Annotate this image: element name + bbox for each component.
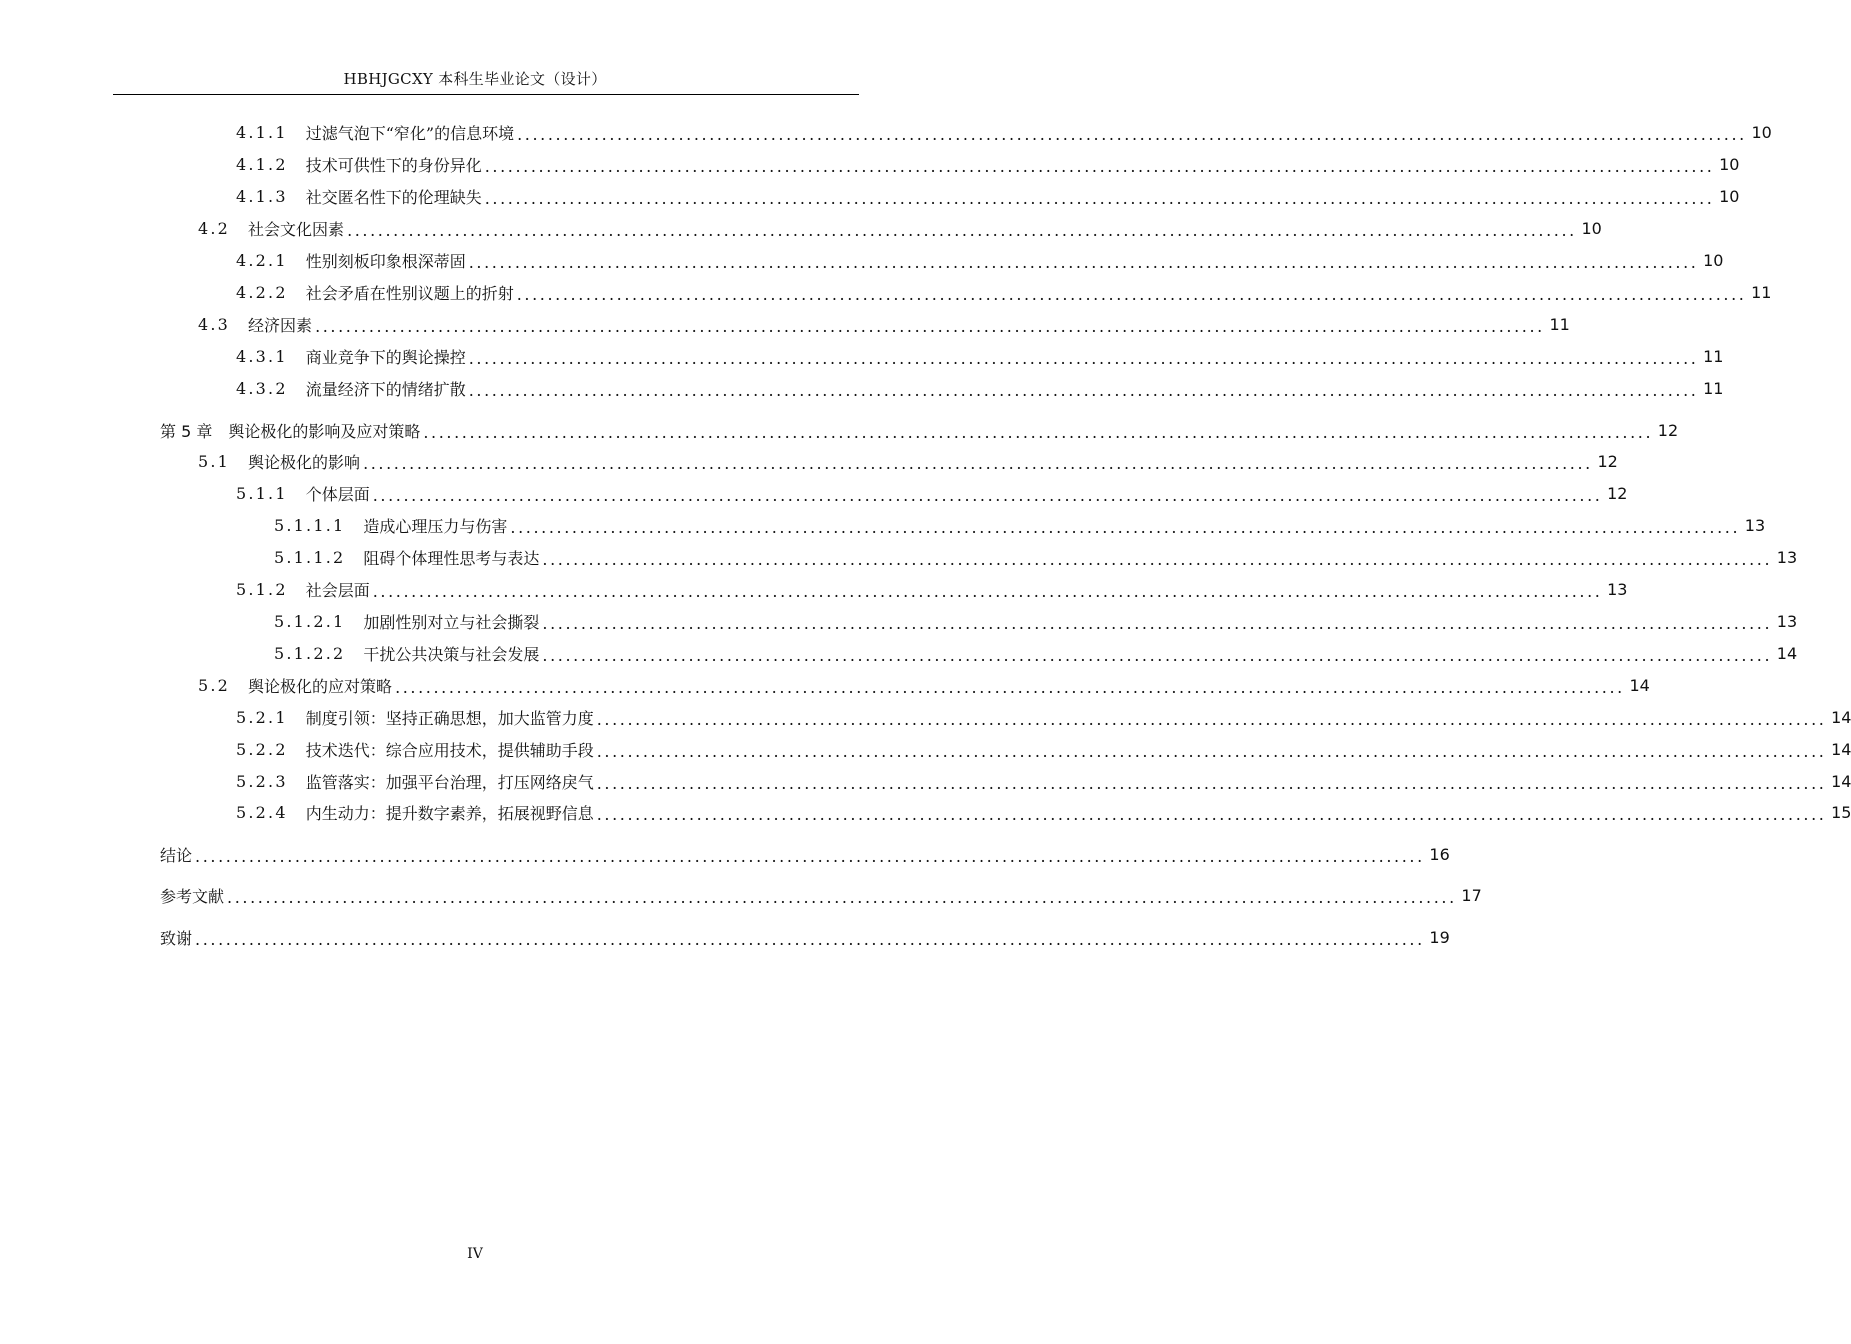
toc-entry[interactable] [274, 641, 1798, 665]
toc-entry-number: 4.3.2 [236, 378, 288, 398]
toc-entry-title: 经济因素 [248, 315, 313, 335]
toc-leader-dots: ................................................................................................................................................................ [596, 709, 1827, 729]
header-rule [113, 94, 859, 95]
toc-leader-dots: ................................................................................................................................................................ [468, 380, 1699, 400]
toc-references-entry[interactable] [160, 883, 1482, 907]
toc-entry[interactable] [198, 673, 1650, 697]
toc-leader-dots: ................................................................................................................................................................ [347, 220, 1577, 240]
toc-entry[interactable] [198, 449, 1618, 473]
toc-entry[interactable] [274, 545, 1798, 569]
page-number: IV [467, 1246, 483, 1262]
toc-chapter-title: 舆论极化的影响及应对策略 [228, 421, 421, 441]
toc-entry-title: 技术可供性下的身份异化 [305, 155, 482, 175]
toc-entry[interactable] [274, 513, 1766, 537]
toc-entry-page: 10 [1751, 122, 1772, 142]
toc-entry-number: 4.3.1 [236, 346, 288, 366]
toc-leader-dots: ................................................................................................................................................................ [542, 549, 1773, 569]
toc-entry-title: 制度引领：坚持正确思想，加大监管力度 [305, 708, 594, 728]
toc-entry-title: 舆论极化的应对策略 [248, 676, 393, 696]
toc-entry-title: 参考文献 [160, 886, 225, 906]
toc-entry-title: 社会层面 [305, 580, 370, 600]
toc-leader-dots: ................................................................................................................................................................ [484, 156, 1715, 176]
toc-entry-number: 4.3 [198, 314, 231, 334]
toc-leader-dots: ................................................................................................................................................................ [596, 773, 1827, 793]
toc-entry-page: 15 [1831, 802, 1851, 822]
toc-entry-number: 5.2 [198, 675, 231, 695]
toc-entry[interactable] [236, 769, 1851, 793]
toc-entry-page: 14 [1831, 739, 1851, 759]
toc-leader-dots: ................................................................................................................................................................ [596, 741, 1827, 761]
toc-acknowledgements-entry[interactable] [160, 925, 1450, 949]
toc-entry[interactable] [236, 280, 1772, 304]
toc-entry-page: 14 [1831, 771, 1851, 791]
toc-entry-page: 10 [1719, 186, 1740, 206]
toc-entry-page: 14 [1831, 707, 1851, 727]
toc-entry-page: 10 [1719, 154, 1740, 174]
toc-leader-dots: ................................................................................................................................................................ [372, 485, 1603, 505]
toc-leader-dots: ................................................................................................................................................................ [542, 613, 1773, 633]
toc-entry-title: 商业竞争下的舆论操控 [305, 347, 466, 367]
toc-leader-dots: ................................................................................................................................................................ [468, 348, 1699, 368]
toc-entry-page: 13 [1607, 579, 1628, 599]
toc-entry-title: 个体层面 [305, 484, 370, 504]
toc-entry-page: 17 [1461, 885, 1482, 905]
toc-entry-number: 4.1.1 [236, 122, 288, 142]
toc-entry-number: 4.1.3 [236, 186, 288, 206]
toc-leader-dots: ................................................................................................................................................................ [227, 887, 1457, 907]
toc-entry-title: 社会文化因素 [248, 219, 345, 239]
toc-leader-dots: ................................................................................................................................................................ [395, 677, 1625, 697]
toc-chapter-entry[interactable] [160, 418, 1679, 442]
toc-entry-number: 5.1 [198, 451, 231, 471]
toc-entry-title: 流量经济下的情绪扩散 [305, 379, 466, 399]
toc-leader-dots: ................................................................................................................................................................ [484, 188, 1715, 208]
toc-leader-dots: ................................................................................................................................................................ [468, 252, 1699, 272]
toc-entry-page: 14 [1776, 643, 1798, 663]
toc-entry-page: 13 [1776, 611, 1798, 631]
toc-entry-title: 社会矛盾在性别议题上的折射 [305, 283, 514, 303]
toc-entry[interactable] [198, 312, 1570, 336]
toc-entry-page: 10 [1581, 218, 1602, 238]
toc-entry-number: 5.1.1.1 [274, 515, 346, 535]
toc-entry-title: 加剧性别对立与社会撕裂 [363, 612, 540, 632]
toc-entry[interactable] [236, 481, 1628, 505]
toc-entry-page: 10 [1703, 250, 1724, 270]
toc-entry-number: 5.1.2.1 [274, 611, 346, 631]
toc-entry-number: 4.1.2 [236, 154, 288, 174]
toc-entry-number: 5.2.1 [236, 707, 288, 727]
toc-entry-page: 13 [1776, 547, 1798, 567]
toc-entry-number: 4.2.1 [236, 250, 288, 270]
toc-entry-page: 19 [1429, 927, 1450, 947]
toc-leader-dots: ................................................................................................................................................................ [372, 581, 1603, 601]
toc-entry[interactable] [274, 609, 1798, 633]
toc-entry[interactable] [236, 800, 1851, 824]
toc-entry[interactable] [198, 216, 1602, 240]
toc-leader-dots: ................................................................................................................................................................ [596, 804, 1827, 824]
toc-entry-page: 11 [1703, 378, 1724, 398]
toc-entry-title: 致谢 [160, 928, 193, 948]
toc-entry[interactable] [236, 577, 1628, 601]
toc-entry[interactable] [236, 737, 1851, 761]
toc-leader-dots: ................................................................................................................................................................ [510, 517, 1741, 537]
toc-chapter-number: 第 5 章 [160, 421, 213, 441]
toc-entry-page: 12 [1607, 483, 1628, 503]
toc-entry-number: 4.2 [198, 218, 231, 238]
toc-entry-title: 性别刻板印象根深蒂固 [305, 251, 466, 271]
toc-entry[interactable] [236, 120, 1772, 144]
toc-entry-number: 5.2.2 [236, 739, 288, 759]
toc-leader-dots: ................................................................................................................................................................ [423, 422, 1654, 442]
toc-leader-dots: ................................................................................................................................................................ [542, 645, 1773, 665]
toc-entry-page: 11 [1703, 346, 1724, 366]
toc-entry-page: 14 [1629, 675, 1650, 695]
toc-entry-title: 技术迭代：综合应用技术，提供辅助手段 [305, 740, 594, 760]
toc-entry-page: 12 [1657, 420, 1679, 440]
toc-entry-number: 5.1.1.2 [274, 547, 346, 567]
toc-leader-dots: ................................................................................................................................................................ [195, 846, 1425, 866]
toc-entry[interactable] [236, 248, 1724, 272]
toc-leader-dots: ................................................................................................................................................................ [363, 453, 1593, 473]
toc-entry-page: 11 [1751, 282, 1772, 302]
toc-entry-page: 12 [1597, 451, 1618, 471]
header-title: HBHJGCXY 本科生毕业论文（设计） [343, 70, 607, 88]
toc-entry-number: 5.2.3 [236, 771, 288, 791]
toc-entry-title: 造成心理压力与伤害 [363, 516, 508, 536]
toc-entry-title: 干扰公共决策与社会发展 [363, 644, 540, 664]
toc-entry-page: 13 [1744, 515, 1766, 535]
toc-conclusion-entry[interactable] [160, 842, 1450, 866]
toc-entry[interactable] [236, 705, 1851, 729]
toc-leader-dots: ................................................................................................................................................................ [516, 284, 1747, 304]
toc-leader-dots: ................................................................................................................................................................ [315, 316, 1545, 336]
toc-entry[interactable] [236, 376, 1724, 400]
toc-entry-title: 过滤气泡下“窄化”的信息环境 [305, 123, 515, 143]
toc-entry-page: 11 [1549, 314, 1570, 334]
toc-entry[interactable] [236, 184, 1740, 208]
toc-entry-number: 4.2.2 [236, 282, 288, 302]
toc-entry[interactable] [236, 152, 1740, 176]
toc-entry-title: 社交匿名性下的伦理缺失 [305, 187, 482, 207]
toc-entry-number: 5.2.4 [236, 802, 288, 822]
toc-entry[interactable] [236, 344, 1724, 368]
toc-leader-dots: ................................................................................................................................................................ [517, 124, 1747, 144]
toc-entry-number: 5.1.2.2 [274, 643, 346, 663]
toc-entry-title: 舆论极化的影响 [248, 452, 361, 472]
toc-entry-title: 阻碍个体理性思考与表达 [363, 548, 540, 568]
toc-leader-dots: ................................................................................................................................................................ [195, 929, 1425, 949]
toc-entry-page: 16 [1429, 844, 1450, 864]
toc-entry-number: 5.1.1 [236, 483, 288, 503]
toc-entry-title: 监管落实：加强平台治理，打压网络戾气 [305, 772, 594, 792]
toc-entry-number: 5.1.2 [236, 579, 288, 599]
toc-entry-title: 结论 [160, 845, 193, 865]
toc-entry-title: 内生动力：提升数字素养，拓展视野信息 [305, 803, 594, 823]
